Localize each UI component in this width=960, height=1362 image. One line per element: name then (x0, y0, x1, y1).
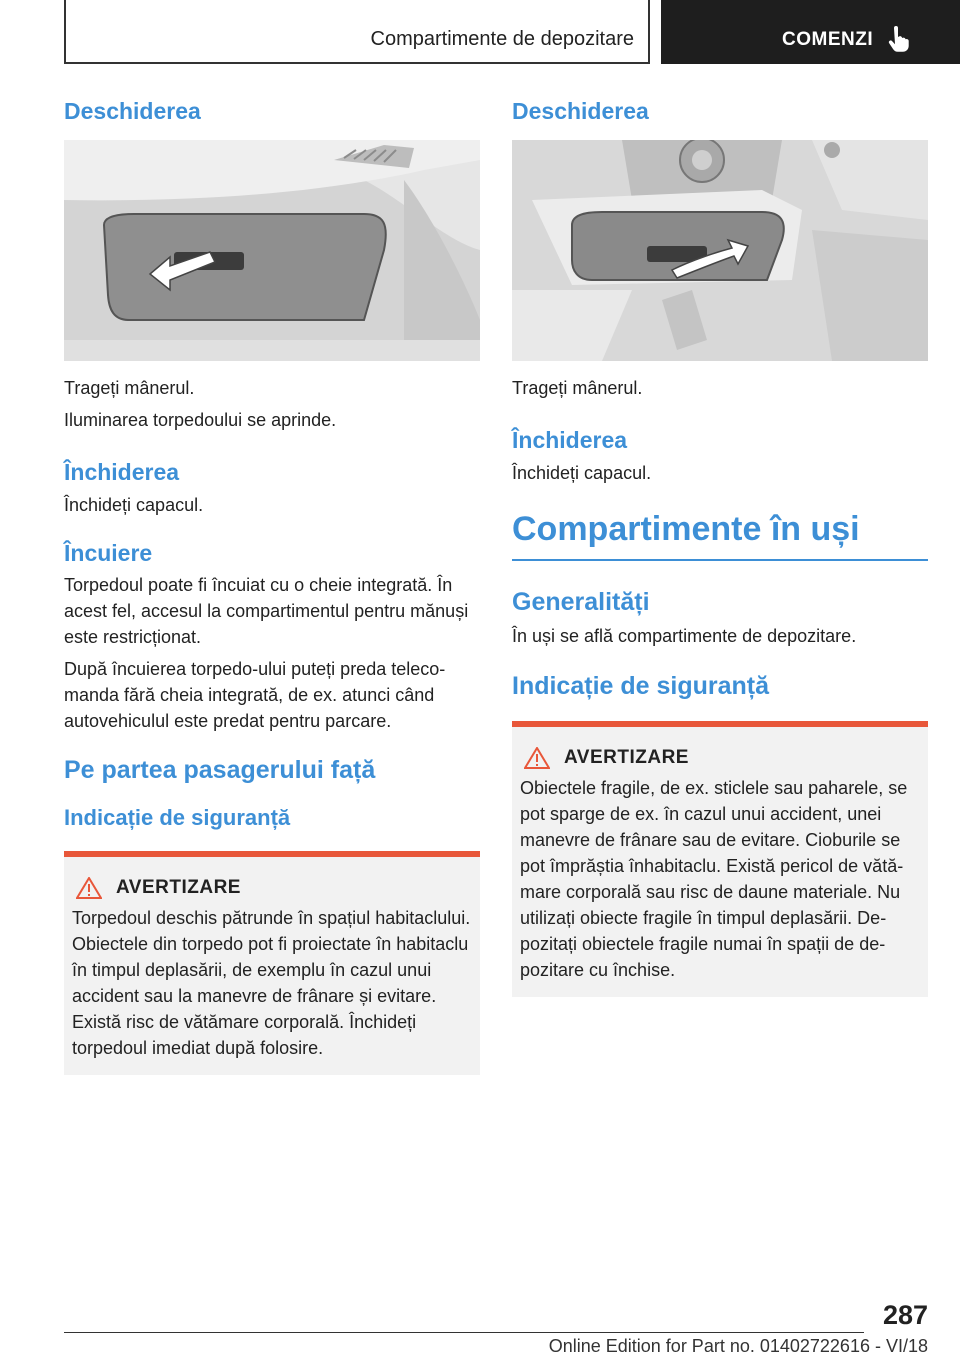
left-column (64, 98, 480, 1075)
footer-divider (64, 1332, 864, 1333)
lock-text-2: După încuierea torpedo-ului puteți preda telecomanda fără cheia integrată, de ex. atunci când autovehiculul este predat pentru parcare. (64, 658, 446, 731)
passenger-heading: Pe partea pasagerului față (64, 755, 376, 784)
safety-heading-right: Indicație de siguranță (512, 672, 770, 701)
page-header (0, 0, 960, 66)
safety-heading-left: Indicație de siguranță (64, 804, 291, 830)
closing-text-right: Închideți capacul. (512, 463, 652, 484)
opening-heading-right: Deschiderea (512, 98, 649, 124)
hand-pointer-icon (887, 26, 909, 52)
warning-triangle-icon (524, 747, 550, 769)
warning-text-left: Torpedoul deschis pătrunde în spațiul habitaclului. Obiectele din torpedo pot fi proiectate în habitaclu în timpul deplasării, de exemplu în cazul unui accident sau la manevre de frânare și evitare. Există risc de vătămare corporală. Închideți torpedoul imediat după folosire. (72, 908, 471, 1059)
lock-text-1: Torpedoul poate fi încuiat cu o cheie integrată. În acest fel, accesul la compartimentul pentru mănuși este restricționat. (64, 574, 469, 647)
warning-header-left (72, 877, 472, 899)
warning-box-right (512, 721, 928, 997)
page-number: 287 (882, 1300, 928, 1330)
general-text: În uși se află compartimente de depozitare. (512, 626, 857, 647)
glovebox-photo-right (512, 140, 928, 361)
closing-heading-left: Închiderea (64, 458, 180, 485)
opening-text-right: Trageți mânerul. (512, 377, 643, 398)
warning-text-right: Obiectele fragile, de ex. sticlele sau paharele, se pot sparge de ex. în cazul unui accident, unei manevre de frânare sau de evitare. Cioburile se pot împrăștia înhabitaclu. Există pericol de vătămare corporală sau risc de daune materiale. Nu utilizați obiecte fragile în timpul deplasării. Depozitați obiectele fragile numai în spații de depozitare cu închise. (520, 778, 908, 981)
warning-title-left: AVERTIZARE (116, 877, 241, 899)
header-title-box (64, 0, 650, 64)
right-column (512, 98, 928, 997)
general-heading: Generalități (512, 588, 650, 617)
header-tab-label: COMENZI (782, 29, 874, 50)
header-title: Compartimente de depozitare (370, 27, 634, 50)
opening-text-1: Trageți mânerul. (64, 377, 195, 398)
opening-heading-left: Deschiderea (64, 98, 201, 124)
edition-text: Online Edition for Part no. 01402722616 - VI/18 (548, 1336, 928, 1356)
warning-header-right (520, 747, 920, 769)
header-tab-comenzi[interactable] (661, 0, 960, 64)
chapter-heading: Compartimente în uși (512, 510, 928, 561)
glovebox-photo-left (64, 140, 480, 361)
warning-title-right: AVERTIZARE (564, 747, 689, 769)
lock-heading: Încuiere (64, 540, 153, 567)
warning-box-left (64, 851, 480, 1075)
opening-text-2: Iluminarea torpedoului se aprinde. (64, 409, 337, 430)
warning-triangle-icon (76, 877, 102, 899)
closing-text-left: Închideți capacul. (64, 495, 204, 516)
closing-heading-right: Închiderea (512, 426, 628, 453)
